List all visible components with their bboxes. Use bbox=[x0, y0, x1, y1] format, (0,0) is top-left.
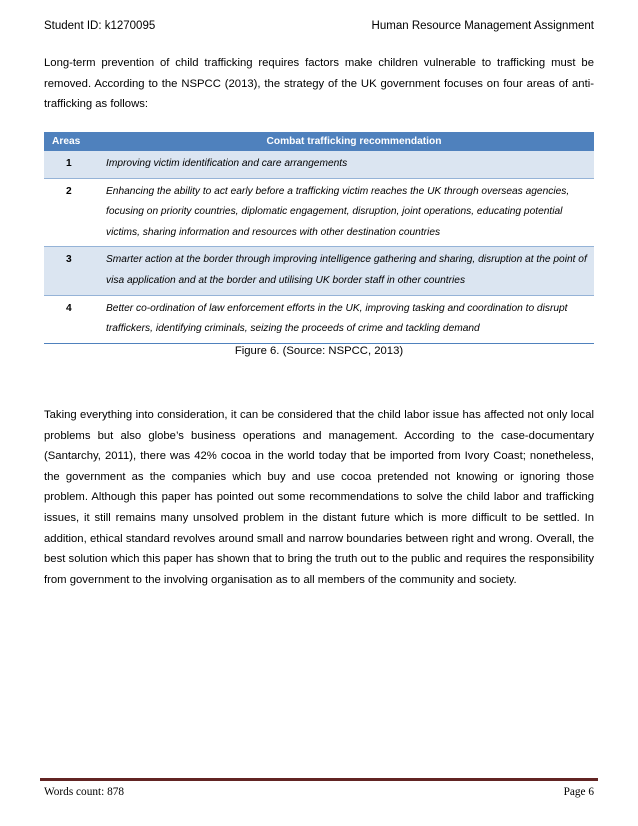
area-text: Enhancing the ability to act early before a trafficking victim reaches the UK through overseas agencies, focusing on priority countries, diplomatic engagement, disruption, joint operations, educating potential victims, sharing information and resources with other destination countries bbox=[106, 178, 594, 247]
table-row bbox=[44, 151, 594, 178]
recommendation-table bbox=[44, 132, 594, 344]
area-number: 4 bbox=[44, 295, 106, 343]
area-text: Improving victim identification and care arrangements bbox=[106, 151, 594, 178]
table-header-row bbox=[44, 132, 594, 151]
area-number: 3 bbox=[44, 247, 106, 295]
intro-paragraph: Long-term prevention of child trafficking requires factors make children vulnerable to trafficking must be removed. According to the NSPCC (2013), the strategy of the UK government focuses on four areas of anti-trafficking as follows: bbox=[44, 57, 594, 111]
table-row bbox=[44, 178, 594, 247]
recommendation-header: Combat trafficking recommendation bbox=[106, 132, 594, 151]
table-row bbox=[44, 295, 594, 343]
page-number: Page 6 bbox=[563, 786, 594, 798]
word-count: Words count: 878 bbox=[44, 786, 125, 798]
area-text: Better co-ordination of law enforcement efforts in the UK, improving tasking and coordination to disrupt traffickers, identifying criminals, seizing the proceeds of crime and tackling demand bbox=[106, 295, 594, 343]
page-header bbox=[44, 20, 594, 32]
areas-header: Areas bbox=[44, 132, 106, 151]
student-id: Student ID: k1270095 bbox=[44, 20, 156, 32]
area-number: 1 bbox=[44, 151, 106, 178]
page-footer bbox=[44, 786, 594, 798]
figure-caption: Figure 6. (Source: NSPCC, 2013) bbox=[234, 345, 404, 357]
footer-rule bbox=[40, 778, 598, 781]
conclusion-paragraph: Taking everything into consideration, it can be considered that the child labor issue has affected not only local problems but also globe’s business operations and management. According to the case-documentary (Santarchy, 2011), there was 42% cocoa in the world today that be imported from Ivory Coast; nonetheless, the government as the companies which buy and use cocoa pretended not knowing or ignoring those problem. Although this paper has pointed out some recommendations to solve the child labor and trafficking issues, it still remains many unsolved problem in the distant future which is more difficult to be settled. In addition, ethical standard revolves around small and narrow boundaries between right and wrong. Overall, the best solution which this paper has shown that to bring the truth out to the public and requires the responsibility from government to the involving organisation as to all members of the community and society. bbox=[44, 409, 594, 586]
area-number: 2 bbox=[44, 178, 106, 247]
table-row bbox=[44, 247, 594, 295]
assignment-title: Human Resource Management Assignment bbox=[371, 20, 594, 32]
area-text: Smarter action at the border through improving intelligence gathering and sharing, disruption at the point of visa application and at the border and utilising UK border staff in other countries bbox=[106, 247, 594, 295]
